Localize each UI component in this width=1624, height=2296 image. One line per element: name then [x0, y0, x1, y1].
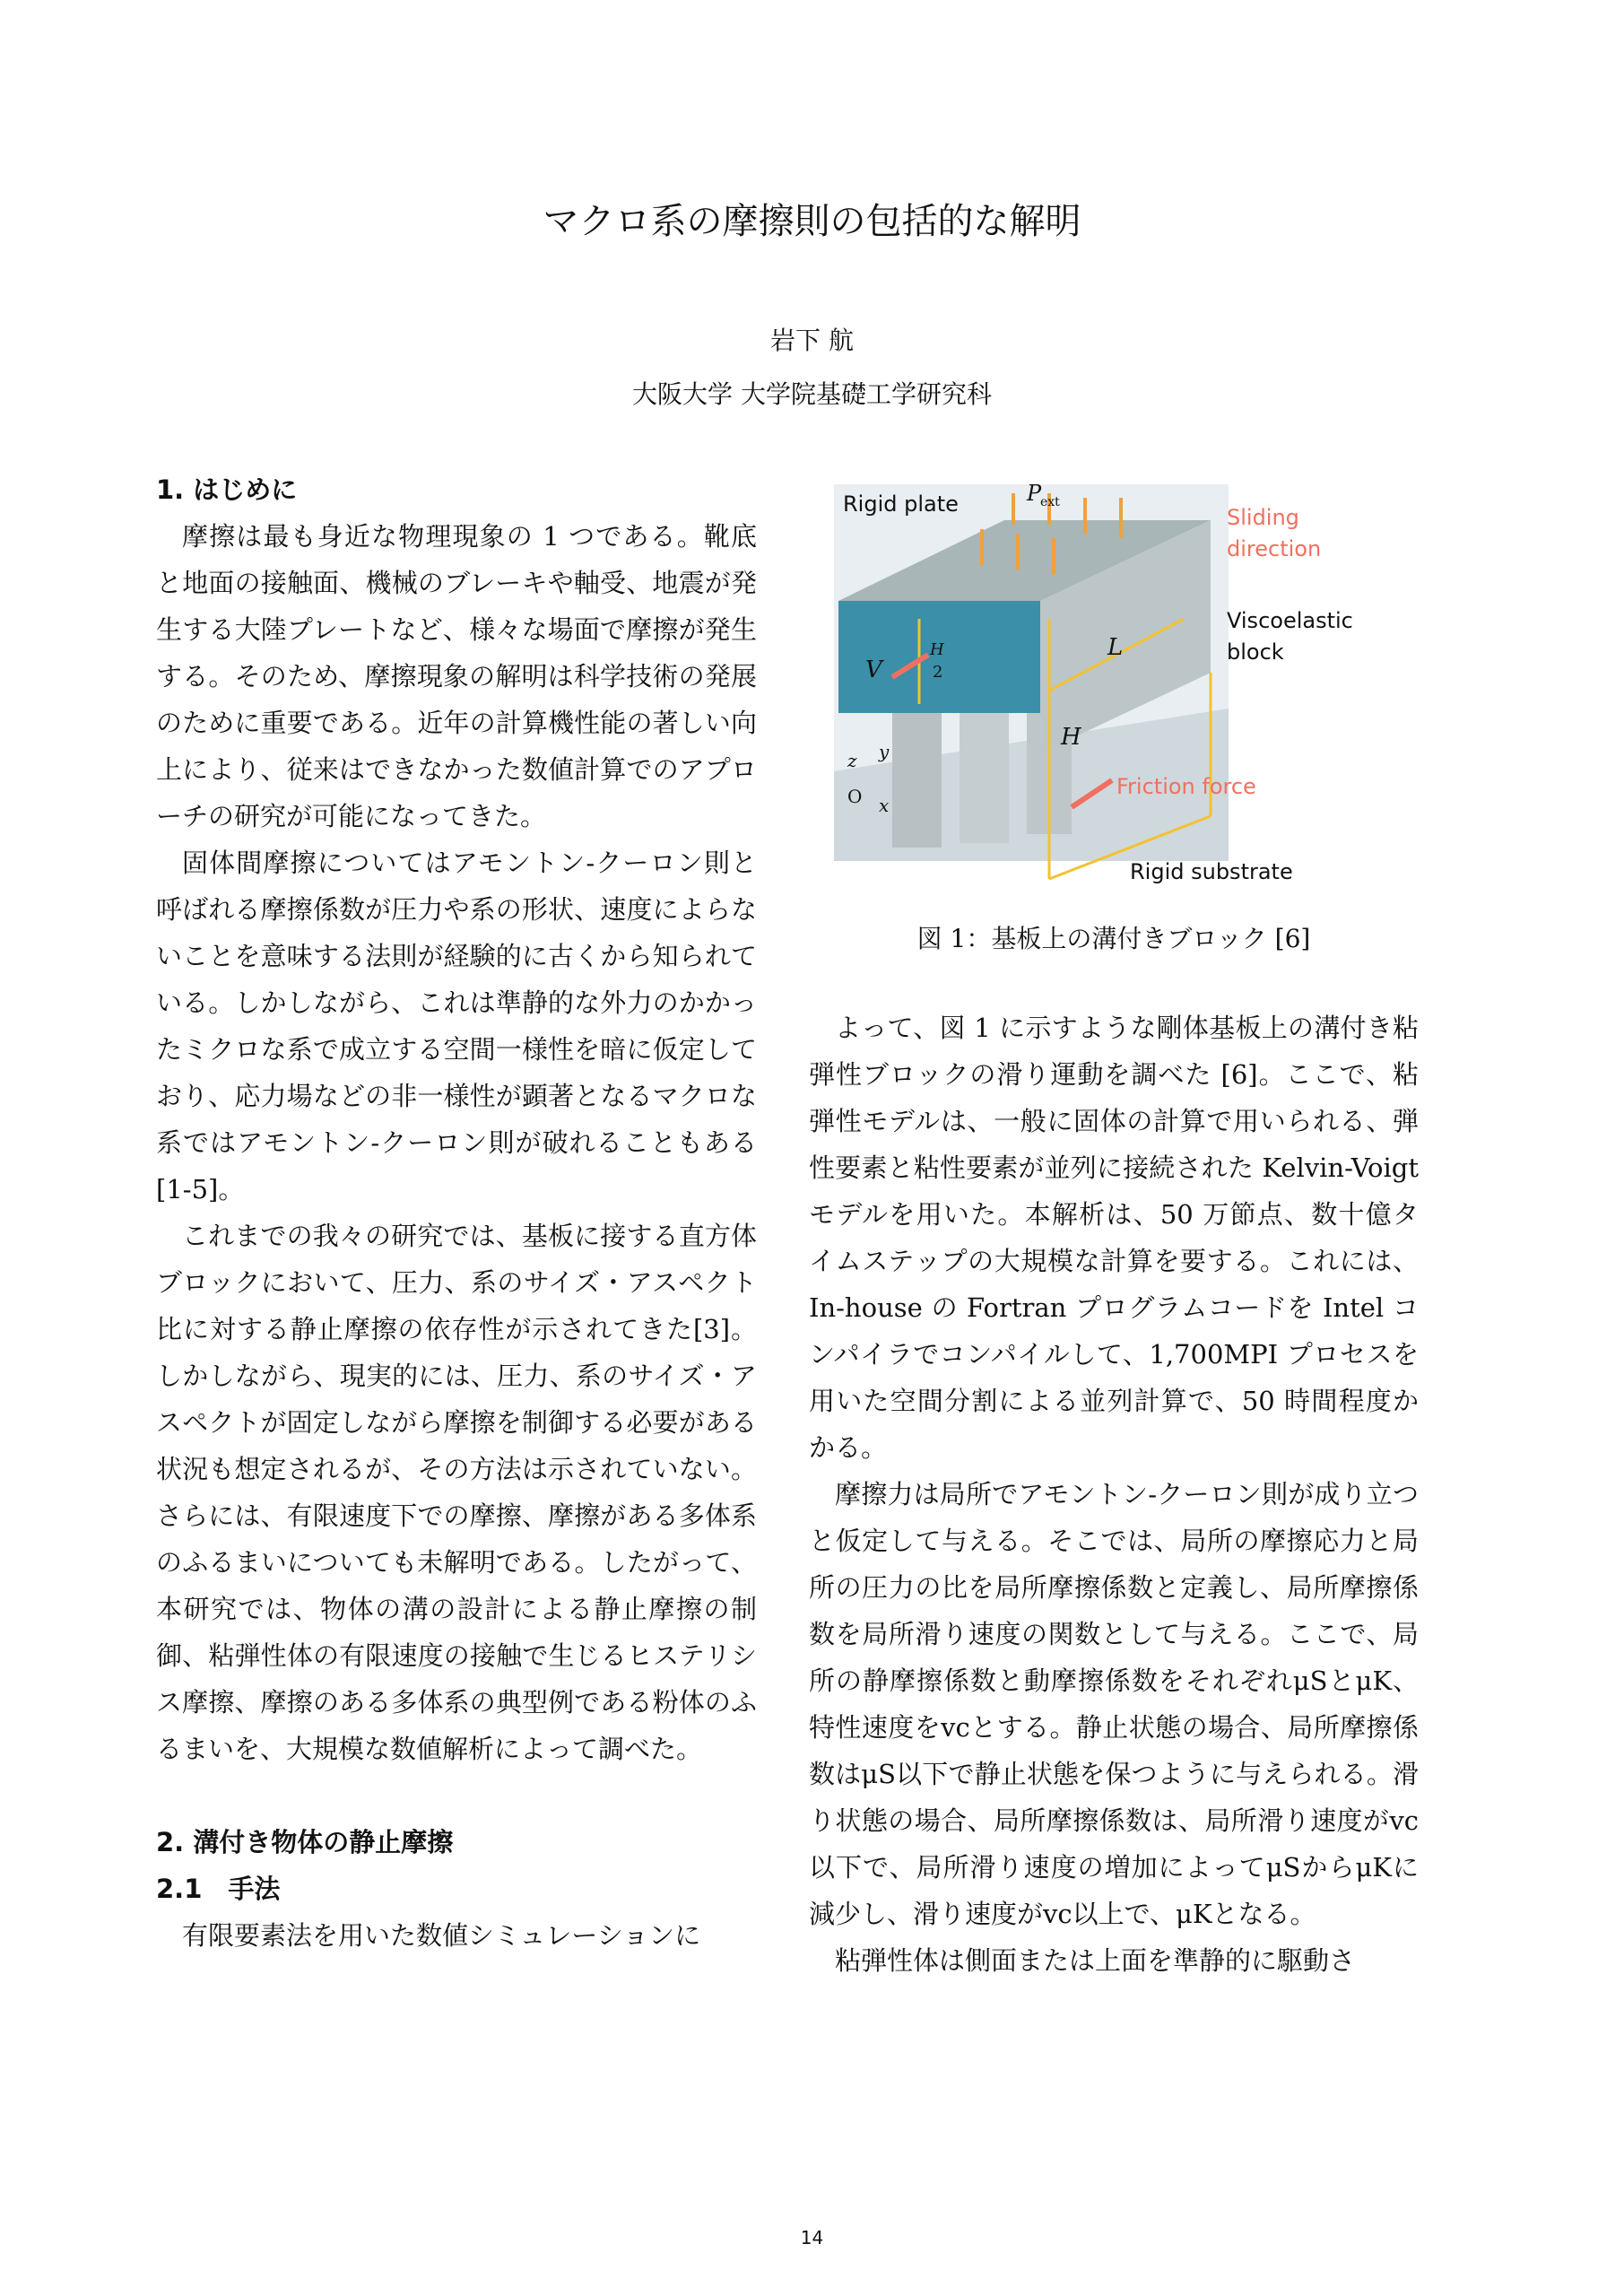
label-sliding: Sliding [1227, 505, 1299, 530]
label-block: block [1227, 639, 1284, 665]
label-pext: P [1027, 481, 1042, 506]
paragraph: よって、図 1 に示すような剛体基板上の溝付き粘弾性ブロックの滑り運動を調べた [6]。ここで、粘弾性モデルは、一般に固体の計算で用いられる、弾性要素と粘性要素が並列に接続された Kelvin-Voigt モデルを用いた。本解析は、50 万節点、数十億タイムステップの大規模な計算を要する。これには、In-house の Fortran プログラムコードを Intel コンパイラでコンパイルして、1,700MPI プロセスを用いた空間分割による並列計算で、50 時間程度かかる。 [809, 1013, 1419, 1463]
label-V: V [865, 657, 882, 683]
paragraph: これまでの我々の研究では、基板に接する直方体ブロックにおいて、圧力、系のサイズ・アスペクト比に対する静止摩擦の依存性が示されてきた[3]。しかしながら、現実的には、圧力、系のサイズ・アスペクトが固定しながら摩擦を制御する必要がある状況も想定されるが、その方法は示されていない。さらには、有限速度下での摩擦、摩擦がある多体系のふるまいについても未解明である。したがって、本研究では、物体の溝の設計による静止摩擦の制御、粘弾性体の有限速度の接触で生じるヒステリシス摩擦、摩擦のある多体系の典型例である粉体のふるまいを、大規模な数値解析によって調べた。 [156, 1221, 757, 1764]
axis-x: x [879, 795, 890, 816]
paragraph: 粘弾性体は側面または上面を準静的に駆動さ [835, 1945, 1356, 1976]
axis-y: y [879, 741, 890, 762]
figure-caption: 図 1：基板上の溝付きブロック [6] [916, 924, 1311, 953]
label-h-half-num: H [930, 640, 944, 659]
label-rigid-substrate: Rigid substrate [1130, 859, 1293, 884]
pillar-shape [960, 700, 1009, 843]
right-column [809, 1004, 1419, 1984]
page-title: マクロ系の摩擦則の包括的な解明 [543, 201, 1081, 242]
paragraph: 摩擦力は局所でアモントン-クーロン則が成り立つと仮定して与える。そこでは、局所の摩擦応力と局所の圧力の比を局所摩擦係数と定義し、局所摩擦係数を局所滑り速度の関数として与える。ここで、局所の静摩擦係数と動摩擦係数をそれぞれμSとμK、特性速度をvcとする。静止状態の場合、局所摩擦係数はμS以下で静止状態を保つように与えられる。滑り状態の場合、局所摩擦係数は、局所滑り速度がvc以下で、局所滑り速度の増加によってμSからμKに減少し、滑り速度がvc以上で、μKとなる。 [809, 1479, 1419, 1929]
subsection-heading: 2.1 手法 [156, 1874, 281, 1904]
label-h-half-den: 2 [933, 663, 943, 682]
section-1-heading: 1. はじめに [156, 474, 298, 505]
page-number: 14 [800, 2227, 824, 2248]
affiliation: 大阪大学 大学院基礎工学研究科 [632, 379, 992, 409]
label-L: L [1107, 634, 1124, 661]
axis-z: z [847, 750, 857, 771]
paragraph: 固体間摩擦についてはアモントン-クーロン則と呼ばれる摩擦係数が圧力や系の形状、速度によらないことを意味する法則が経験的に古くから知られている。しかしながら、これは準静的な外力のかかったミクロな系で成立する空間一様性を暗に仮定しており、応力場などの非一様性が顕著となるマクロな系ではアモントン-クーロン則が破れることもある[1-5]。 [156, 848, 757, 1205]
section-2-heading: 2. 溝付き物体の静止摩擦 [156, 1827, 454, 1857]
figure-grooved-block [825, 481, 1353, 892]
label-friction-force: Friction force [1116, 774, 1256, 799]
label-H: H [1061, 724, 1081, 751]
label-pext-sub: ext [1040, 495, 1060, 509]
left-column [156, 466, 757, 1959]
pillar-shape [892, 700, 942, 848]
axis-origin: O [847, 786, 863, 807]
paragraph: 有限要素法を用いた数値シミュレーションに [182, 1920, 701, 1951]
label-direction: direction [1227, 536, 1322, 561]
label-rigid-plate: Rigid plate [843, 491, 959, 517]
paragraph: 摩擦は最も身近な物理現象の 1 つである。靴底と地面の接触面、機械のブレーキや軸受、地震が発生する大陸プレートなど、様々な場面で摩擦が発生する。そのため、摩擦現象の解明は科学技術の発展のために重要である。近年の計算機性能の著しい向上により、従来はできなかった数値計算でのアプローチの研究が可能になってきた。 [156, 521, 757, 831]
author: 岩下 航 [770, 326, 854, 355]
label-viscoelastic: Viscoelastic [1227, 608, 1353, 633]
